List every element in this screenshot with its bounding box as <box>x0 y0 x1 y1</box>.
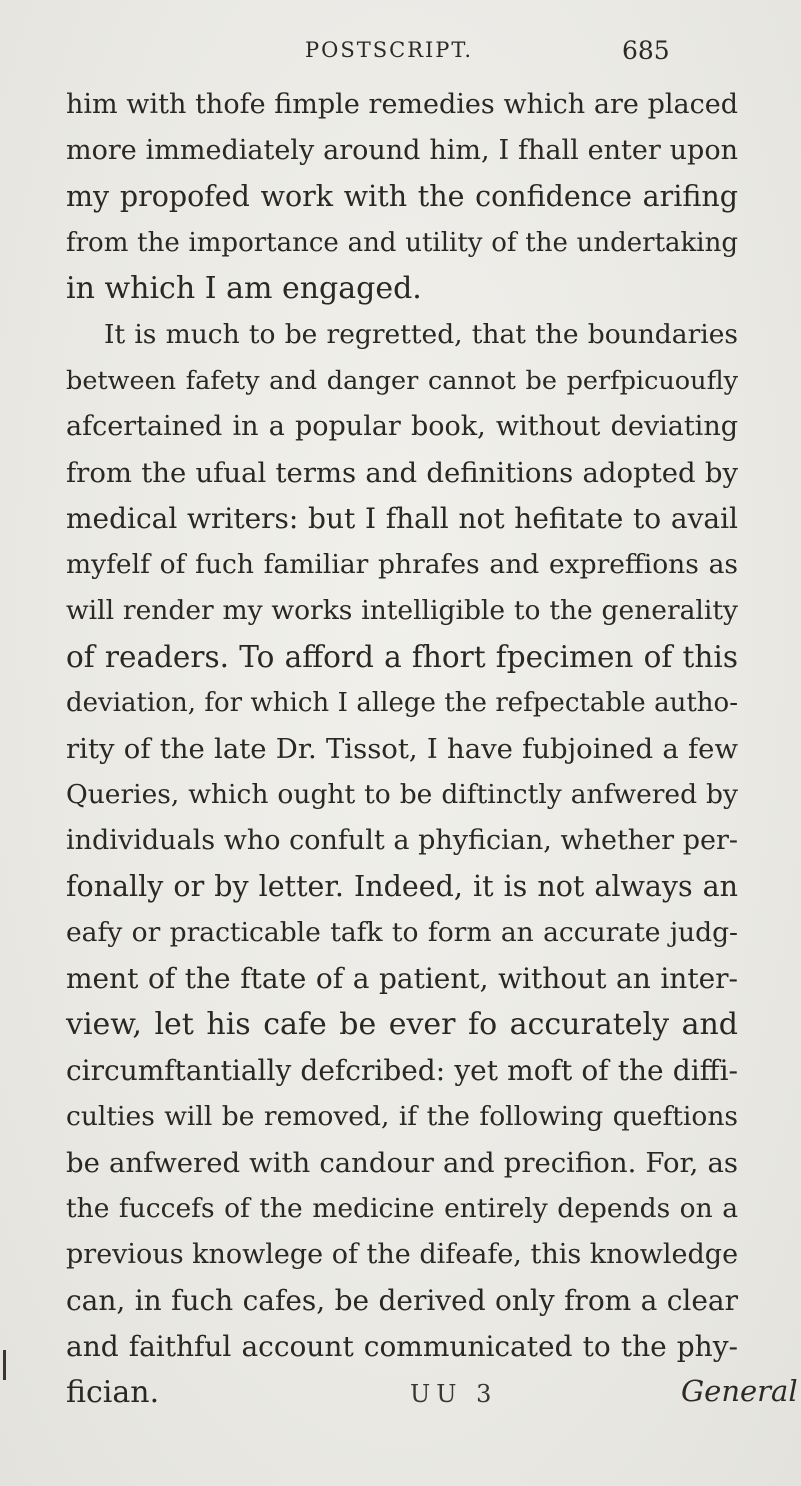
text-line: him with thofe fimple remedies which are placed <box>66 89 738 120</box>
text-line: from the ufual terms and definitions adopted by <box>66 457 738 489</box>
text-line: will render my works intelligible to the generality <box>66 595 738 626</box>
text-line: more immediately around him, I fhall enter upon <box>66 135 738 166</box>
running-head: POSTSCRIPT. <box>305 38 474 62</box>
page-header <box>0 38 801 78</box>
text-line: the fuccefs of the medicine entirely depends on a <box>66 1193 738 1224</box>
page-footer <box>0 1374 801 1420</box>
text-line: of readers. To afford a fhort fpecimen of this <box>66 640 738 674</box>
text-line: fician. <box>66 1375 160 1410</box>
text-line: It is much to be regretted, that the boundaries <box>104 319 738 350</box>
text-line: my propofed work with the confidence arifing <box>66 180 738 213</box>
text-line: from the importance and utility of the undertaking <box>66 228 738 258</box>
text-line: circumftantially defcribed: yet moft of the diffi- <box>66 1054 738 1087</box>
catchword: General <box>681 1374 798 1408</box>
text-line: be anfwered with candour and precifion. For, as <box>66 1147 738 1179</box>
text-line: view, let his cafe be ever fo accurately and <box>66 1007 738 1042</box>
text-line: Queries, which ought to be diftinctly anfwered by <box>66 779 738 810</box>
text-line: individuals who confult a phyfician, whether per- <box>66 825 738 856</box>
text-line: previous knowlege of the difeafe, this knowledge <box>66 1239 739 1270</box>
text-line: fonally or by letter. Indeed, it is not always an <box>66 870 738 903</box>
text-line: ment of the ftate of a patient, without an inter- <box>66 962 738 995</box>
text-line: between fafety and danger cannot be perfpicuoufly <box>66 366 738 396</box>
text-line: and faithful account communicated to the phy- <box>66 1330 738 1363</box>
text-line: eafy or practicable tafk to form an accurate judg- <box>66 917 738 948</box>
text-line: afcertained in a popular book, without deviating <box>66 411 738 442</box>
page-number: 685 <box>622 36 670 65</box>
text-line: myfelf of fuch familiar phrafes and expreffions as <box>66 549 738 580</box>
text-line: culties will be removed, if the following queftions <box>66 1101 738 1132</box>
signature-mark: UU 3 <box>410 1380 498 1408</box>
text-line: can, in fuch cafes, be derived only from a clear <box>66 1284 738 1317</box>
text-line: rity of the late Dr. Tissot, I have fubjoined a few <box>66 733 738 765</box>
text-line: medical writers: but I fhall not hefitate to avail <box>66 502 738 535</box>
text-line: deviation, for which I allege the refpectable autho- <box>66 688 738 718</box>
page-edge-mark <box>3 1350 6 1380</box>
text-line: in which I am engaged. <box>66 271 422 306</box>
